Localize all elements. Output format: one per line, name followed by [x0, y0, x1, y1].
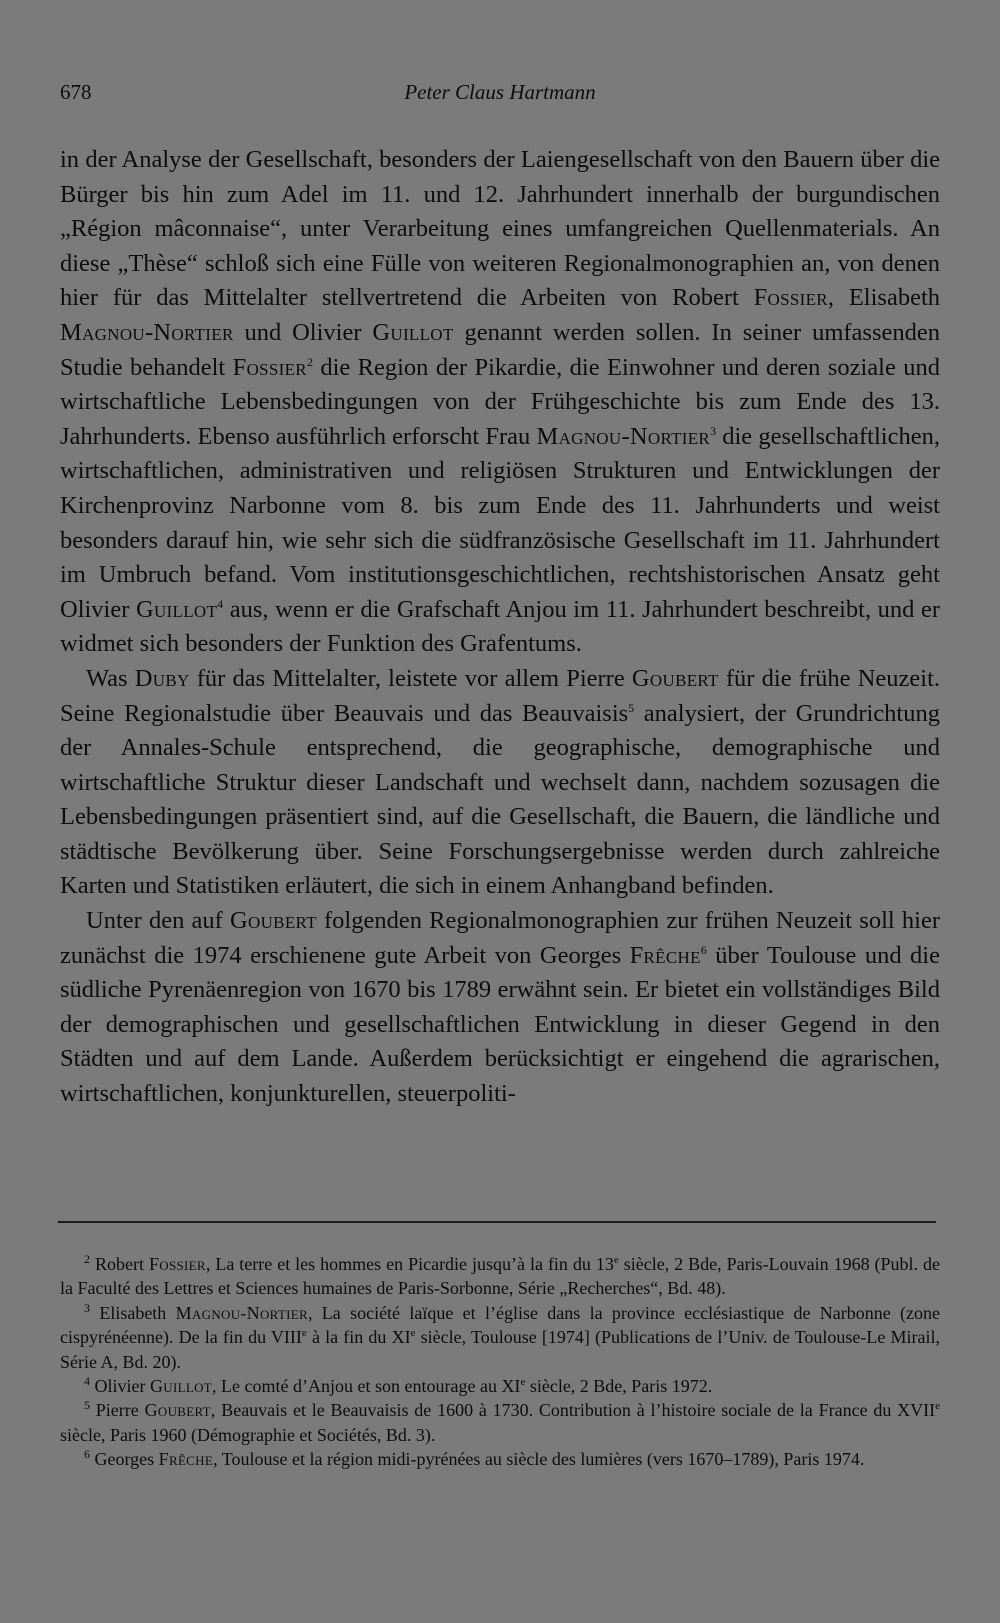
text-run: folgenden Regionalmonographien zur frühen Neuzeit soll hier zunächst die 1974 erschienene gute Arbeit von Georges [60, 907, 940, 969]
text-run: e [613, 1254, 619, 1266]
text-run: e [520, 1376, 526, 1389]
author-name: Frêche [629, 941, 701, 969]
text-run: Unter den auf [86, 907, 231, 935]
text-run: die gesellschaftlichen, wirtschaftlichen, administrativen und religiösen Strukturen und Entwicklungen der Kirchenprovinz Narbonne vom 8. bis zum Ende des 11. Jahrhunderts und weist besonders darauf hin, wie sehr sich die südfranzösische Gesellschaft im 11. Jahrhundert im Umbruch befand. Vom institutionsgeschichtlichen, rechtshistorischen Ansatz geht Olivier [60, 422, 940, 623]
text-run: , Elisabeth [827, 284, 940, 312]
text-run: 5 [84, 1398, 90, 1413]
author-name: Magnou-Nortier [536, 422, 711, 450]
text-run: siècle, 2 Bde, Paris 1972. [525, 1376, 713, 1397]
text-run: Pierre [95, 1400, 145, 1421]
text-run: , La société laïque et l’église dans la province ecclésiastique de Narbonne (zone cispyrénéenne). De la fin du VIII [60, 1302, 941, 1348]
footnote-ref: 5 [628, 700, 635, 715]
text-run: , Toulouse et la région midi-pyrénées au siècle des lumières (vers 1670–1789), Paris 1974. [213, 1449, 865, 1470]
author-name: Frêche [158, 1449, 214, 1470]
text-run: 4 [84, 1374, 90, 1389]
author-name: Magnou-Nortier [175, 1302, 308, 1323]
text-run: 2 [84, 1252, 90, 1266]
page-header [60, 74, 940, 114]
text-run: für die frühe Neuzeit. Seine Regionalstudie über Beauvais und das Beauvaisis [60, 664, 940, 727]
paragraph-1 [60, 143, 940, 662]
author-name: Duby [134, 664, 190, 692]
text-run: aus, wenn er die Grafschaft Anjou im 11. Jahrhundert beschreibt, und er widmet sich besonders der Funktion des Grafentums. [60, 595, 941, 658]
text-run: e [410, 1327, 416, 1340]
text-run: Was [86, 664, 135, 692]
author-name: Guillot [135, 595, 218, 623]
author-name: Fossier [753, 284, 828, 312]
text-run: analysiert, der Grundrichtung der Annales-Schule entsprechend, die geographische, demographische und wirtschaftliche Struktur dieser Landschaft und wechselt dann, nachdem sozusagen die Lebensbedingungen präsentiert sind, auf die Gesellschaft, die Bauern, die ländliche und städtische Bevölkerung über. Seine Forschungsergebnisse werden durch zahlreiche Karten und Statistiken erläutert, die sich in einem Anhangband befinden. [60, 699, 940, 900]
text-run: 3 [84, 1300, 90, 1315]
text-run: , La terre et les hommes en Picardie jusqu’à la fin du 13 [205, 1254, 614, 1274]
text-run: à la fin du XI [306, 1327, 411, 1348]
footnote-ref: 6 [700, 942, 707, 957]
text-run: und Olivier [233, 318, 373, 346]
text-run: über Toulouse und die südliche Pyrenäenregion von 1670 bis 1789 erwähnt sein. Er bietet ein vollständiges Bild der demographischen und gesellschaftlichen Entwicklung in dieser Gegend in den Städten und auf dem Lande. Außerdem berücksichtigt er eingehend die agrarischen, wirtschaftlichen, konjunkturellen, steuerpoliti- [60, 941, 940, 1108]
text-run: siècle, Paris 1960 (Démographie et Sociétés, Bd. 3). [60, 1424, 436, 1445]
footnote-2 [60, 1252, 940, 1301]
author-name: Fossier [148, 1254, 206, 1274]
author-name: Guillot [372, 318, 454, 346]
author-name: Guillot [150, 1376, 213, 1397]
author-name: Goubert [631, 664, 719, 692]
text-run: in der Analyse der Gesellschaft, besonders der Laiengesellschaft von den Bauern über die Bürger bis hin zum Adel im 11. und 12. Jahrhundert innerhalb der burgundischen „Région mâconnaise“, unter Verarbeitung eines umfangreichen Quellenmaterials. An diese „Thèse“ schloß sich eine Fülle von weiteren Regionalmonographien an, von denen hier für das Mittelalter stellvertretend die Arbeiten von Robert [60, 146, 940, 312]
text-run: , Le comté d’Anjou et son entourage au XI [212, 1376, 521, 1397]
footnote-ref: 4 [217, 596, 224, 611]
main-text [60, 143, 940, 1112]
text-run: , Beauvais et le Beauvaisis de 1600 à 1730. Contribution à l’histoire sociale de la France du XVII [210, 1400, 936, 1421]
author-name: Fossier [232, 353, 307, 381]
author-name: Goubert [230, 907, 317, 935]
running-head: Peter Claus Hartmann [404, 80, 596, 104]
text-run: 6 [84, 1447, 90, 1462]
text-run: Elisabeth [99, 1302, 176, 1323]
text-run: Olivier [94, 1376, 150, 1397]
text-run: Georges [94, 1449, 159, 1470]
text-run: genannt werden sollen. In seiner umfassenden Studie behandelt [60, 318, 940, 381]
author-name: Magnou-Nortier [60, 318, 234, 346]
footnote-ref: 3 [710, 423, 717, 438]
text-run: für das Mittelalter, leistete vor allem Pierre [189, 664, 632, 692]
paragraph-2 [60, 662, 940, 904]
text-run: Robert [94, 1254, 149, 1274]
footnote-6 [60, 1447, 940, 1471]
text-run: die Region der Pikardie, die Einwohner und deren soziale und wirtschaftliche Lebensbedingungen von der Frühgeschichte bis zum Ende des 13. Jahrhunderts. Ebenso ausführlich erforscht Frau [60, 353, 940, 450]
author-name: Goubert [144, 1400, 211, 1421]
footnote-3 [60, 1301, 940, 1374]
footnote-ref: 2 [306, 354, 313, 369]
footnote-4 [60, 1374, 940, 1398]
footnotes [60, 1252, 940, 1472]
footnote-divider [58, 1221, 936, 1223]
text-run: siècle, Toulouse [1974] (Publications de l’Univ. de Toulouse-Le Mirail, Série A, Bd. 20). [60, 1327, 941, 1372]
page-number: 678 [60, 80, 92, 104]
text-run: e [935, 1400, 941, 1413]
text-run: siècle, 2 Bde, Paris-Louvain 1968 (Publ. de la Faculté des Lettres et Sciences humaines de Paris-Sorbonne, Série „Recherches“, Bd. 48). [60, 1254, 941, 1299]
footnote-5 [60, 1398, 940, 1447]
text-run: e [301, 1327, 307, 1340]
paragraph-3 [60, 904, 940, 1112]
